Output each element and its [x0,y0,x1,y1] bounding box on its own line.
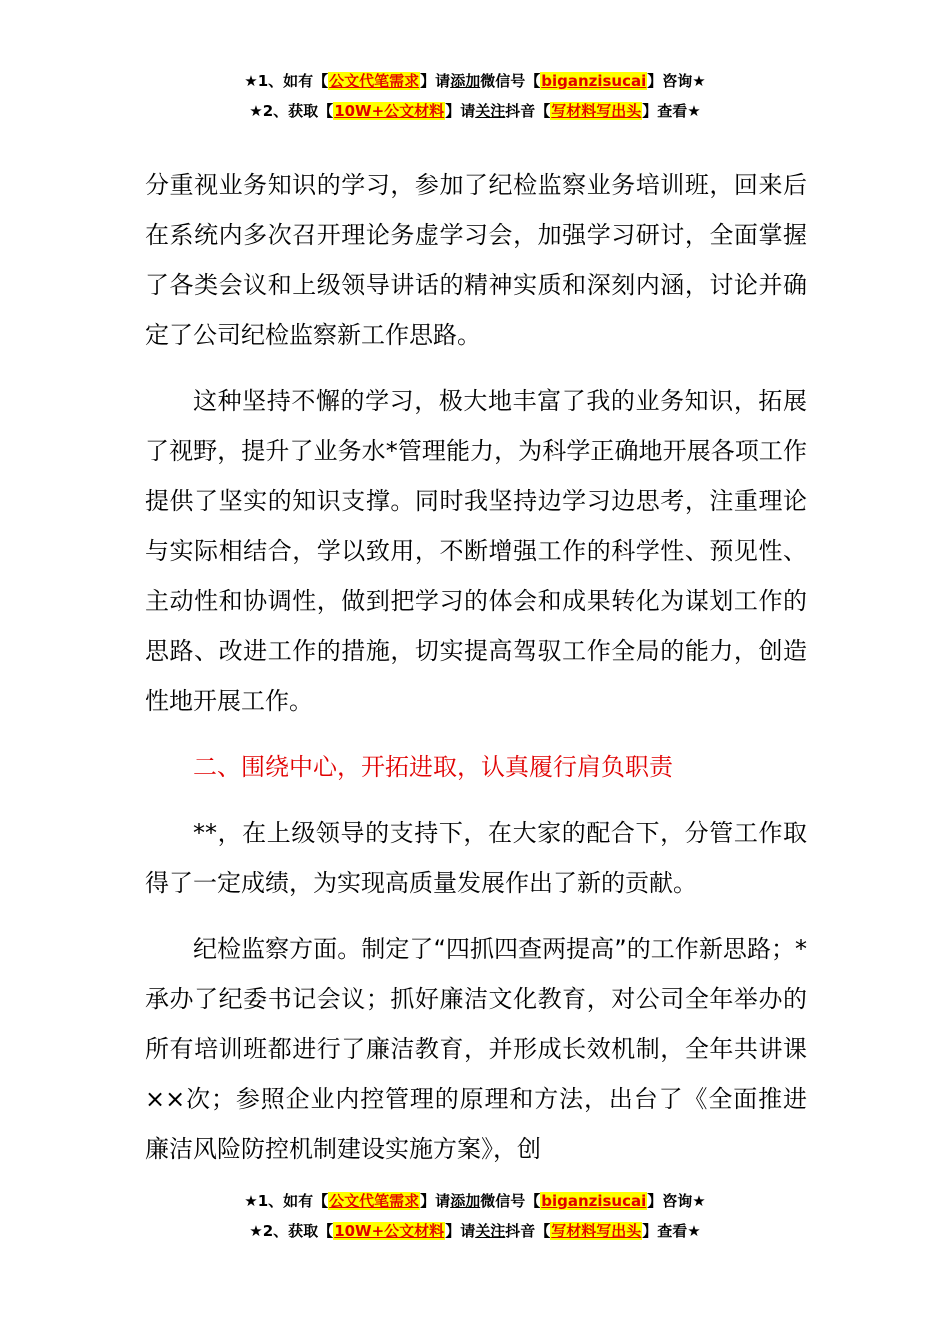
banner-line-2: ★2、获取【10W+公文材料】请关注抖音【写材料写出头】查看★ [249,102,701,120]
document-body [145,160,807,1174]
paragraph-2: 这种坚持不懈的学习，极大地丰富了我的业务知识，拓展了视野，提升了业务水*管理能力，为科学正确地开展各项工作提供了坚实的知识支撑。同时我坚持边学习边思考，注重理论与实际相结合，学以致用，不断增强工作的科学性、预见性、主动性和协调性，做到把学习的体会和成果转化为谋划工作的思路、改进工作的措施，切实提高驾驭工作全局的能力，创造性地开展工作。 [145,387,807,715]
highlight-materials: 10W+公文材料 [334,102,445,120]
highlight-service: 公文代笔需求 [329,72,420,90]
paragraph-3: **，在上级领导的支持下，在大家的配合下，分管工作取得了一定成绩，为实现高质量发展作出了新的贡献。 [145,819,807,897]
footer-banner [0,1186,950,1246]
footer-line-2: ★2、获取【10W+公文材料】请关注抖音【写材料写出头】查看★ [249,1222,701,1240]
highlight-wechat-id: biganzisucai [541,72,647,90]
header-banner [0,66,950,126]
paragraph-1: 分重视业务知识的学习，参加了纪检监察业务培训班，回来后在系统内多次召开理论务虚学习会，加强学习研讨，全面掌握了各类会议和上级领导讲话的精神实质和深刻内涵，讨论并确定了公司纪检监察新工作思路。 [145,171,807,349]
banner-line-1: ★1、如有【公文代笔需求】请添加微信号【biganzisucai】咨询★ [244,72,706,90]
highlight-materials: 10W+公文材料 [334,1222,445,1240]
footer-line-1: ★1、如有【公文代笔需求】请添加微信号【biganzisucai】咨询★ [244,1192,706,1210]
highlight-wechat-id: biganzisucai [541,1192,647,1210]
highlight-service: 公文代笔需求 [329,1192,420,1210]
section-heading: 二、围绕中心，开拓进取，认真履行肩负职责 [193,753,673,781]
paragraph-4: 纪检监察方面。制定了“四抓四查两提高”的工作新思路；*承办了纪委书记会议；抓好廉洁文化教育，对公司全年举办的所有培训班都进行了廉洁教育，并形成长效机制，全年共讲课××次；参照企业内控管理的原理和方法，出台了《全面推进廉洁风险防控机制建设实施方案》，创 [145,935,807,1163]
highlight-douyin-account: 写材料写出头 [551,102,642,120]
highlight-douyin-account: 写材料写出头 [551,1222,642,1240]
